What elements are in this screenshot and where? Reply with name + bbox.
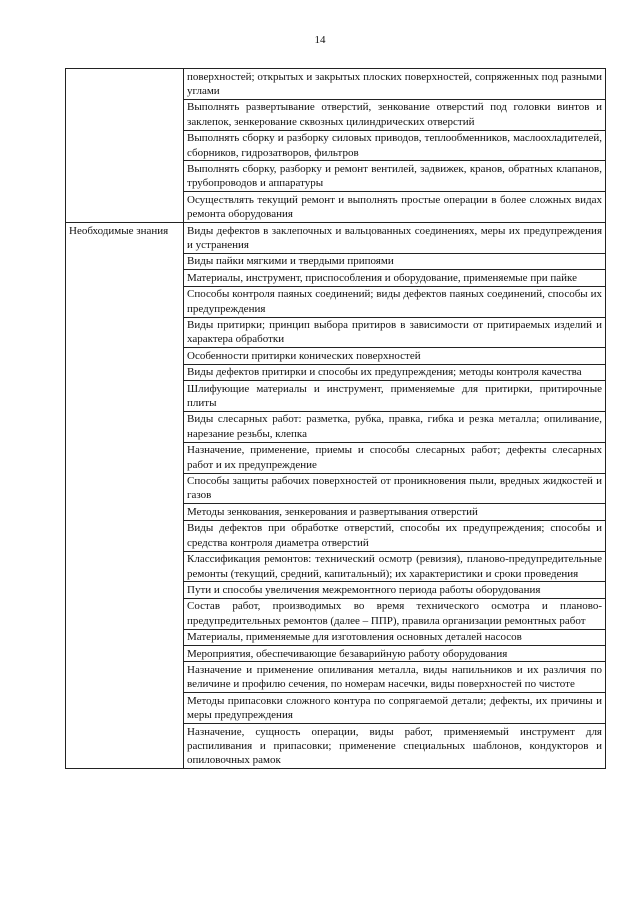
description-cell: Материалы, инструмент, приспособления и оборудование, применяемые при пайке (184, 270, 606, 286)
description-cell: Виды притирки; принцип выбора притиров в зависимости от притираемых изделий и характера обработки (184, 317, 606, 348)
category-cell (66, 69, 184, 223)
description-cell: Выполнять развертывание отверстий, зенкование отверстий под головки винтов и заклепок, зенкерование сквозных цилиндрических отверстий (184, 99, 606, 130)
description-cell: Пути и способы увеличения межремонтного периода работы оборудования (184, 582, 606, 598)
table-row (66, 223, 606, 254)
competency-table-body (66, 69, 606, 769)
page-number: 14 (314, 34, 326, 46)
description-cell: Виды дефектов при обработке отверстий, способы их предупреждения; способы и средства контроля диаметра отверстий (184, 520, 606, 551)
table-row (66, 69, 606, 100)
description-cell: Назначение, применение, приемы и способы слесарных работ; дефекты слесарных работ и их предупреждение (184, 442, 606, 473)
category-cell: Необходимые знания (66, 223, 184, 769)
description-cell: Виды слесарных работ: разметка, рубка, правка, гибка и резка металла; опиливание, нарезание резьбы, клепка (184, 411, 606, 442)
description-cell: Шлифующие материалы и инструмент, применяемые для притирки, притирочные плиты (184, 381, 606, 412)
description-cell: Мероприятия, обеспечивающие безаварийную работу оборудования (184, 646, 606, 662)
description-cell: Выполнять сборку, разборку и ремонт вентилей, задвижек, кранов, обратных клапанов, трубопроводов и аппаратуры (184, 161, 606, 192)
description-cell: Виды дефектов в заклепочных и вальцованных соединениях, меры их предупреждения и устранения (184, 223, 606, 254)
description-cell: Осуществлять текущий ремонт и выполнять простые операции в более сложных видах ремонта оборудования (184, 192, 606, 223)
description-cell: Виды пайки мягкими и твердыми припоями (184, 253, 606, 269)
description-cell: Способы защиты рабочих поверхностей от проникновения пыли, вредных жидкостей и газов (184, 473, 606, 504)
description-cell: Методы зенкования, зенкерования и развертывания отверстий (184, 504, 606, 520)
description-cell: поверхностей; открытых и закрытых плоских поверхностей, сопряженных под разными углами (184, 69, 606, 100)
description-cell: Способы контроля паяных соединений; виды дефектов паяных соединений, способы их предупреждения (184, 286, 606, 317)
description-cell: Методы припасовки сложного контура по сопрягаемой детали; дефекты, их причины и меры предупреждения (184, 693, 606, 724)
description-cell: Классификация ремонтов: технический осмотр (ревизия), планово-предупредительные ремонты (текущий, средний, капитальный); их характеристики и сроки проведения (184, 551, 606, 582)
description-cell: Виды дефектов притирки и способы их предупреждения; методы контроля качества (184, 364, 606, 380)
description-cell: Назначение, сущность операции, виды работ, применяемый инструмент для распиливания и припасовки; применение специальных шаблонов, кондукторов и опиловочных рамок (184, 724, 606, 769)
description-cell: Назначение и применение опиливания металла, виды напильников и их различия по величине и профилю сечения, по номерам насечки, виды поверхностей по чистоте (184, 662, 606, 693)
description-cell: Выполнять сборку и разборку силовых приводов, теплообменников, маслоохладителей, сборников, гидрозатворов, фильтров (184, 130, 606, 161)
competency-table (65, 68, 606, 769)
description-cell: Материалы, применяемые для изготовления основных деталей насосов (184, 629, 606, 645)
description-cell: Особенности притирки конических поверхностей (184, 348, 606, 364)
description-cell: Состав работ, производимых во время технического осмотра и планово-предупредительных ремонтов (далее – ППР), правила организации ремонтных работ (184, 598, 606, 629)
